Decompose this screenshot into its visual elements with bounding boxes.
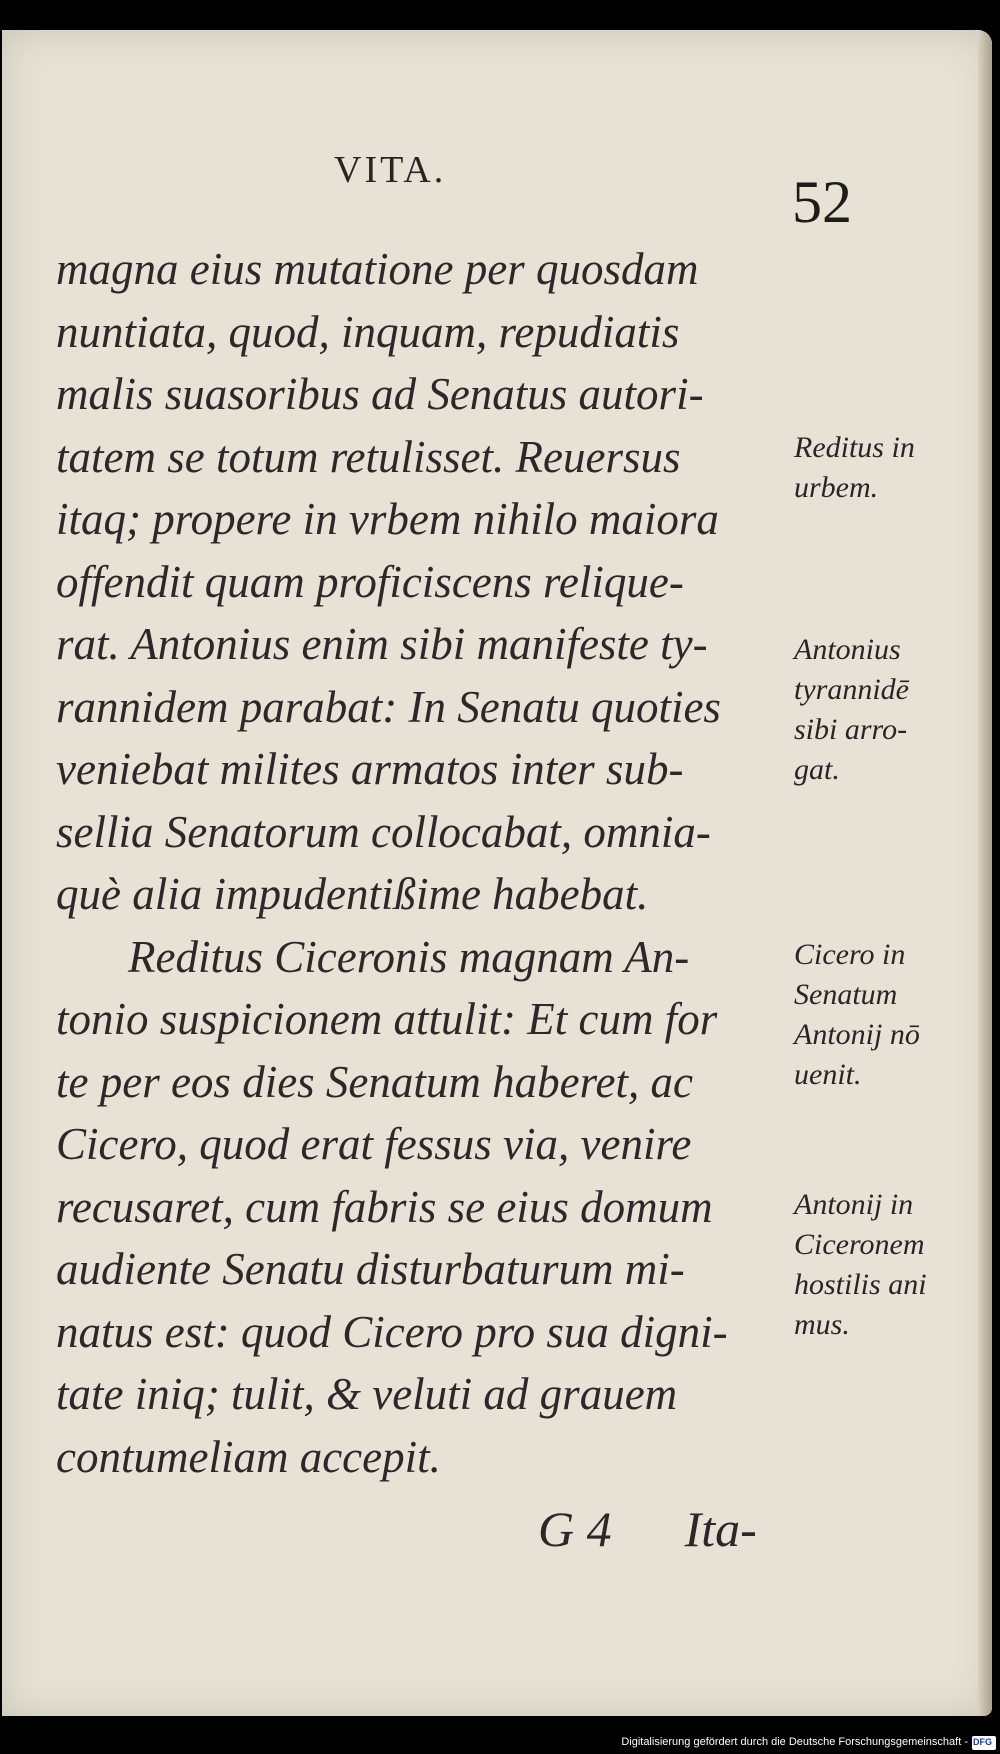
text-line: tatem se totum retulisset. Reuersus [56,431,681,482]
text-line: audiente Senatu disturbaturum mi- [56,1244,685,1294]
margin-note-line: sibi arro- [794,713,908,746]
text-line: offendit quam proficiscens relique- [56,556,684,607]
catchword: Ita- [684,1501,757,1557]
margin-note-line: Antonij in [794,1188,914,1221]
running-head: VITA. [334,149,447,191]
text-line: magna eius mutatione per quosdam [56,244,699,294]
text-line: veniebat milites armatos inter sub- [56,744,684,794]
text-line: contumeliam accepit. [56,1431,441,1482]
text-line: natus est: quod Cicero pro sua digni- [56,1306,728,1357]
text-line: Reditus Ciceronis magnam An- [128,931,690,982]
margin-note-line: Cicero in [794,938,906,971]
page-number: 52 [792,169,852,235]
catchword-line [538,1500,757,1558]
margin-note-line: Antonius [794,633,901,666]
text-line: tate iniq; tulit, & veluti ad grauem [56,1369,678,1419]
funding-notice: Digitalisierung gefördert durch die Deutsche Forschungsgemeinschaft - [621,1736,968,1748]
text-line: rannidem parabat: In Senatu quoties [56,681,721,732]
text-line: recusaret, cum fabris se eius domum [56,1181,713,1232]
dfg-logo-text: DFG [973,1737,992,1747]
text-line: malis suasoribus ad Senatus autori- [56,369,704,419]
body-text [56,238,786,1488]
text-line: sellia Senatorum collocabat, omnia- [56,806,711,857]
text-line: Cicero, quod erat fessus via, venire [56,1119,692,1169]
text-line: nuntiata, quod, inquam, repudiatis [56,306,680,357]
text-line: què alia impudentißime habebat. [56,869,649,919]
margin-note-reditus [794,428,969,508]
margin-note-cicero [794,935,969,1095]
margin-note-line: uenit. [794,1058,862,1091]
text-line: tonio suspicionem attulit: Et cum for [56,994,718,1044]
margin-note-antonij [794,1185,969,1345]
text-line: itaq; propere in vrbem nihilo maiora [56,494,719,544]
signature-mark: G 4 [538,1501,612,1557]
margin-note-antonius [794,630,969,790]
margin-note-line: Ciceronem [794,1228,925,1261]
text-line: te per eos dies Senatum haberet, ac [56,1056,693,1107]
footer-bar [0,1716,1000,1754]
dfg-logo-icon [972,1736,996,1750]
margin-note-line: Senatum [794,978,898,1011]
book-page [2,30,992,1716]
margin-note-line: urbem. [794,471,879,504]
margin-note-line: gat. [794,753,840,786]
margin-note-line: tyrannidē [794,673,909,706]
margin-note-line: Reditus in [794,431,915,464]
margin-note-line: Antonij nō [794,1018,920,1051]
margin-note-line: hostilis ani [794,1268,927,1301]
margin-note-line: mus. [794,1308,850,1341]
text-line: rat. Antonius enim sibi manifeste ty- [56,619,708,669]
